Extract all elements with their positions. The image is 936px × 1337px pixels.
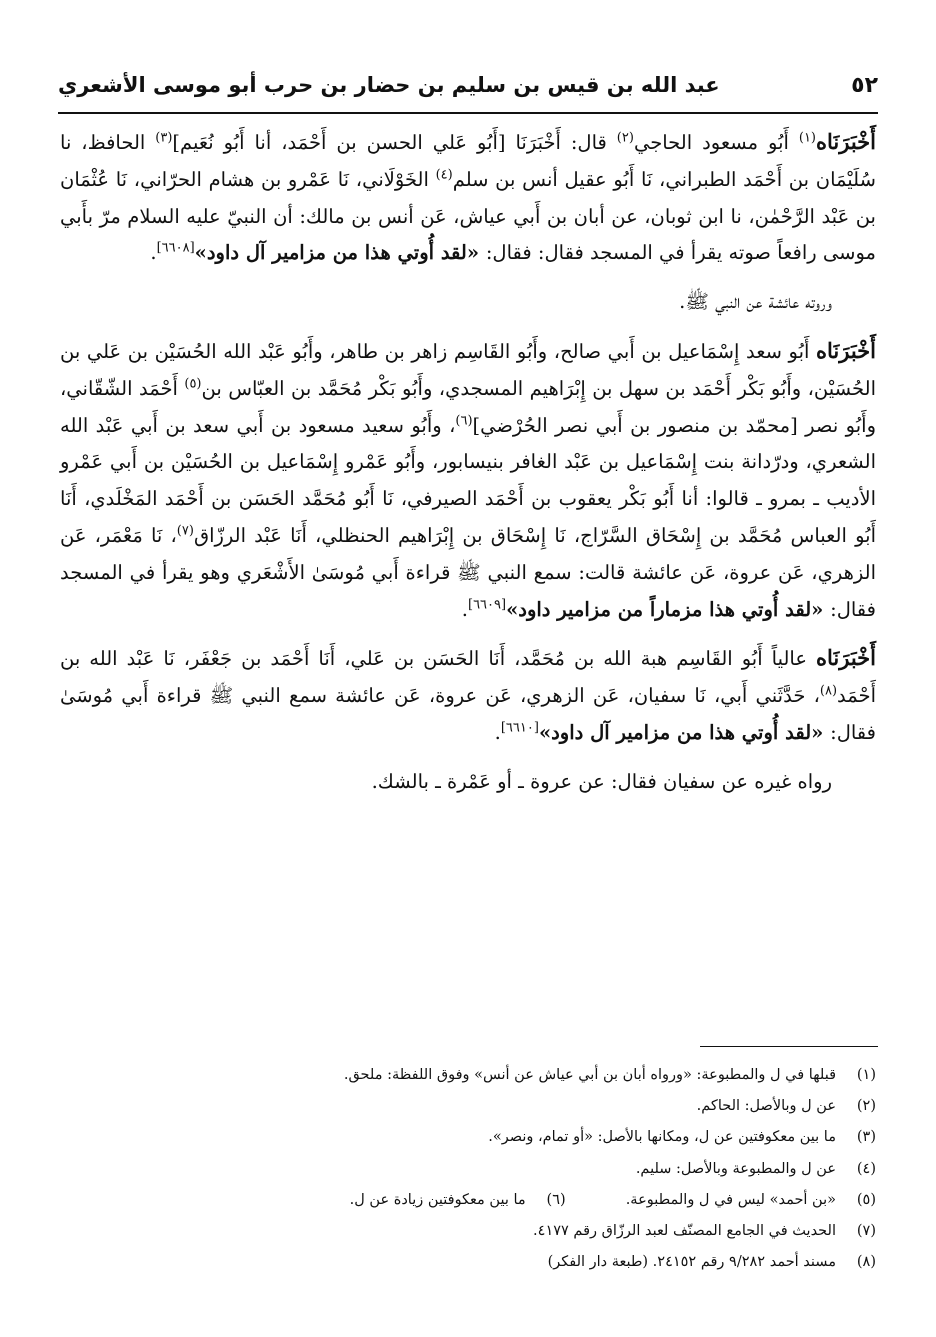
page-header: [58, 62, 878, 108]
main-text: [60, 124, 876, 813]
footnote-item: [60, 1091, 876, 1122]
paragraph-1: [60, 124, 876, 272]
footnote-item: [60, 1247, 876, 1278]
paragraph-5: رواه غيره عن سفيان فقال: عن عروة ـ أو عَمْرة ـ بالشك.: [371, 769, 832, 793]
text-segment: أَبُو مسعود الحاجي: [633, 131, 799, 154]
footnote-number: (٥): [856, 1191, 876, 1208]
text-segment: .: [150, 241, 157, 265]
running-title: عبد الله بن قيس بن سليم بن حضار بن حرب أبو موسى الأشعري: [58, 73, 720, 97]
footnote-number: (٦): [546, 1191, 566, 1208]
footnote-ref: (٥): [184, 376, 202, 392]
text-segment: عالياً أَبُو القَاسِم هبة الله بن مُحَمَّد، أَنَا الحَسَن بن عَلي، أَنَا أَحْمَد بن جَعْفَر، نَا عَبْد الله بن أَحْمَد: [60, 647, 876, 708]
footnote-number: (١): [856, 1067, 876, 1083]
hadith-quote: «لقد أُوتي هذا من مزامير آل داود»: [194, 241, 486, 265]
paragraph-2: وروته عائشة عن النبي ﷺ.: [679, 290, 832, 314]
text-segment: الخَوْلَاني، نَا عَمْرو بن هشام الحرّاني، نَا عُثْمَان بن عَبْد الرَّحْمٰن، نا ابن ثوبان، عن أبان بن أَبي عياش، عَن أنس بن مالك: أن النبيّ عليه السلام مرّ بأَبي موسى رافعاً صوته يقرأ في المسجد فقال: فقال:: [60, 167, 876, 265]
text-segment: .: [494, 720, 501, 744]
footnote-text: ما بين معكوفتين عن ل، ومكانها بالأصل: «أو تمام، ونصر».: [488, 1129, 836, 1146]
footnote-ref: (٨): [819, 683, 838, 699]
paragraph-4: [60, 640, 876, 751]
footnote-text: الحديث في الجامع المصنّف لعبد الرزّاق رقم ٤١٧٧.: [533, 1223, 836, 1240]
text-segment: ، حَدَّثَني أَبي، نَا سفيان، عَن الزهري، عَن عروة، عَن عائشة سمع النبي ﷺ قراءة أَبي مُوسَىٰ فقال:: [60, 684, 876, 744]
header-rule: [58, 112, 878, 114]
footnote-number: (٣): [856, 1129, 876, 1146]
text-segment: أَحْمَد الشّقّاني، وأَبُو نصر [محمّد بن منصور بن أَبي نصر الحُرْضي]: [60, 376, 876, 437]
footnote-item: [60, 1154, 876, 1185]
footnote-text: قبلها في ل والمطبوعة: «ورواه أبان بن أبي عياش عن أنس» وفوق اللفظة: ملحق.: [343, 1067, 836, 1083]
footnote-text: مسند أحمد ٩/٢٨٢ رقم ٢٤١٥٢. (طبعة دار الفكر): [547, 1254, 836, 1271]
footnote-text: «بن أحمد» ليس في ل والمطبوعة.: [625, 1191, 836, 1208]
text-segment: أَبُو سعد إِسْمَاعيل بن أَبي صالح، وأَبُو القَاسِم زاهر بن طاهر، وأَبُو عَبْد الله الحُسَيْن بن عَلي بن الحُسَيْن، وأَبُو بَكْر أَحْمَد بن سهل بن إِبْرَاهيم المسجدي، وأَبُو بَكْر مُحَمَّد بن العبّاس بن: [60, 339, 876, 400]
footnotes: [60, 1060, 876, 1278]
footnote-text: عن ل والمطبوعة وبالأصل: سليم.: [635, 1160, 836, 1177]
footnote-ref: (٣): [155, 130, 173, 146]
paragraph-3: [60, 333, 876, 628]
footnote-ref: (٤): [435, 167, 453, 183]
footnote-number: (٢): [856, 1098, 876, 1115]
paragraph-lead: أَخْبَرَنَاه: [816, 129, 876, 154]
footnote-rule: [700, 1046, 878, 1047]
text-segment: قال: أَخْبَرَنَا [أَبُو عَلي الحسن بن أَحْمَد، أنا أَبُو نُعَيم]: [172, 131, 617, 154]
footnote-text: ما بين معكوفتين زيادة عن ل.: [349, 1191, 526, 1208]
footnote-pair: [60, 1185, 876, 1216]
hadith-number: [٦٦١٠]: [500, 720, 539, 736]
footnote-ref: (١): [798, 130, 816, 146]
text-segment: الحافظ، نا سُلَيْمَان بن أَحْمَد الطبراني، نَا أَبُو عقيل أنس بن سلم: [60, 131, 876, 191]
text-segment: .: [461, 597, 468, 621]
hadith-quote: «لقد أُوتي هذا مزماراً من مزامير داود»: [506, 597, 831, 621]
page-number: ٥٢: [851, 72, 878, 98]
hadith-quote: «لقد أُوتي هذا من مزامير آل داود»: [538, 720, 831, 744]
paragraph-lead: أَخْبَرَنَاه: [816, 337, 876, 363]
footnote-item: [60, 1122, 876, 1153]
text-segment: ، نَا مَعْمَر، عَن الزهري، عَن عروة، عَن عائشة قالت: سمع النبي ﷺ قراءة أَبي مُوسَىٰ الأَشْعَري وهو يقرأ في المسجد فقال:: [60, 523, 876, 621]
text-segment: ، وأَبُو سعيد مسعود بن أَبي سعد بن أَبي عَبْد الله الشعري، ودرّدانة بنت إِسْمَاعيل بن عَبْد الغافر بنيسابور، وأَبُو عَمْرو إِسْمَاعيل بن الحُسَيْن بن أَبي عَمْرو الأديب ـ بمرو ـ قالوا: أنا أَبُو بَكْر يعقوب بن أَحْمَد الصيرفي، نَا أَبُو مُحَمَّد الحَسَن بن أَحْمَد المَخْلَدي، أَنَا أَبُو العباس مُحَمَّد بن إِسْحَاق السَّرّاج، نَا إِسْحَاق بن إِبْرَاهيم الحنظلي، أَنَا عَبْد الرزّاق: [60, 413, 876, 547]
footnote-item: [60, 1216, 876, 1247]
footnote-item: [60, 1060, 876, 1091]
footnote-ref: (٧): [176, 523, 194, 539]
footnote-ref: (٢): [616, 130, 634, 146]
footnote-number: (٨): [856, 1254, 876, 1271]
footnote-item: [350, 1185, 566, 1216]
footnote-text: عن ل وبالأصل: الحاكم.: [696, 1098, 836, 1115]
footnote-item: [626, 1185, 876, 1216]
hadith-number: [٦٦٠٨]: [156, 240, 195, 256]
footnote-number: (٤): [856, 1160, 876, 1177]
paragraph-lead: أَخْبَرَنَاه: [816, 645, 876, 671]
footnote-number: (٧): [856, 1223, 876, 1240]
footnote-ref: (٦): [455, 413, 473, 429]
hadith-number: [٦٦٠٩]: [468, 597, 507, 613]
